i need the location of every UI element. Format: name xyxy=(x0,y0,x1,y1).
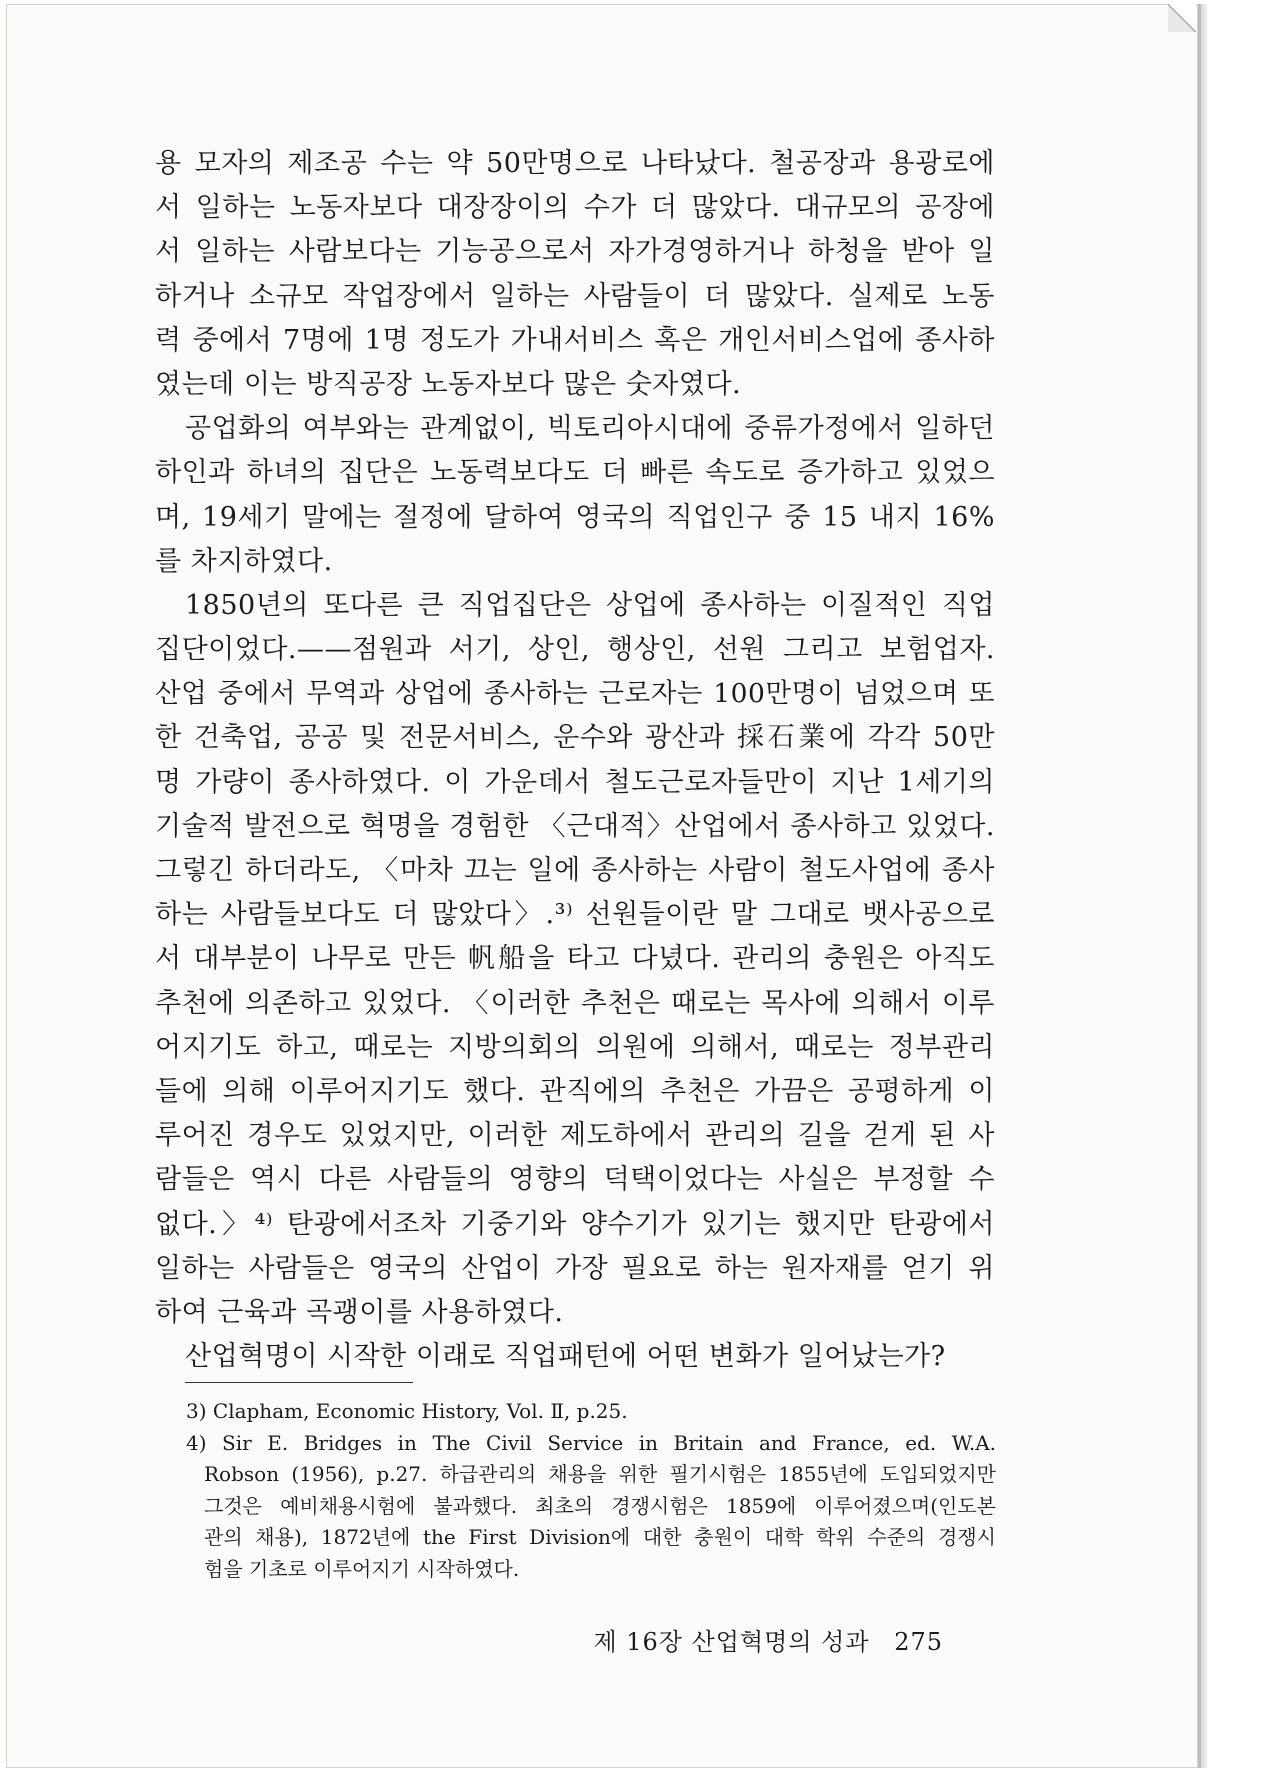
body-line: 였는데 이는 방직공장 노동자보다 많은 숫자였다. xyxy=(155,368,742,400)
page-body xyxy=(155,142,995,1379)
body-line: 하인과 하녀의 집단은 노동력보다도 더 빠른 속도로 증가하고 있었으 xyxy=(155,457,995,489)
footnote-line: 그것은 예비채용시험에 불과했다. 최초의 경쟁시험은 1859에 이루어졌으며(인도본 xyxy=(204,1493,996,1518)
body-line: 어지기도 하고, 때로는 지방의회의 의원에 의해서, 때로는 정부관리 xyxy=(155,1031,995,1063)
footnotes xyxy=(186,1396,996,1585)
body-line: 공업화의 여부와는 관계없이, 빅토리아시대에 중류가정에서 일하던 xyxy=(185,413,995,445)
body-line: 그렇긴 하더라도, 〈마차 끄는 일에 종사하는 사람이 철도사업에 종사 xyxy=(155,855,995,886)
body-line: 기술적 발전으로 혁명을 경험한 〈근대적〉산업에서 종사하고 있었다. xyxy=(155,810,995,842)
body-line: 산업 중에서 무역과 상업에 종사하는 근로자는 100만명이 넘었으며 또 xyxy=(155,678,995,710)
body-line: 며, 19세기 말에는 절정에 달하여 영국의 직업인구 중 15 내지 16% xyxy=(155,501,995,533)
footnote-line: 관의 채용), 1872년에 the First Division에 대한 충원이 대학 학위 수준의 경쟁시 xyxy=(204,1525,996,1549)
body-line: 1850년의 또다른 큰 직업집단은 상업에 종사하는 이질적인 직업 xyxy=(185,589,995,621)
body-line: 람들은 역시 다른 사람들의 영향의 덕택이었다는 사실은 부정할 수 xyxy=(155,1164,995,1196)
body-line: 명 가량이 종사하였다. 이 가운데서 철도근로자들만이 지난 1세기의 xyxy=(155,766,995,798)
body-line: 를 차지하였다. xyxy=(155,545,333,577)
footnote-line: 3) Clapham, Economic History, Vol. Ⅱ, p.25. xyxy=(186,1399,628,1423)
page-number: 275 xyxy=(894,1628,943,1656)
footnote-divider xyxy=(185,1382,413,1383)
chapter-title: 제 16장 산업혁명의 성과 xyxy=(593,1628,870,1656)
body-line: 하거나 소규모 작업장에서 일하는 사람들이 더 많았다. 실제로 노동 xyxy=(155,280,995,312)
page-curl-corner xyxy=(1168,4,1196,32)
body-line: 추천에 의존하고 있었다. 〈이러한 추천은 때로는 목사에 의해서 이루 xyxy=(155,987,995,1019)
body-line: 일하는 사람들은 영국의 산업이 가장 필요로 하는 원자재를 얻기 위 xyxy=(155,1252,995,1284)
body-line: 산업혁명이 시작한 이래로 직업패턴에 어떤 변화가 일어났는가? xyxy=(185,1341,946,1373)
body-line: 들에 의해 이루어지기도 했다. 관직에의 추천은 가끔은 공평하게 이 xyxy=(155,1075,995,1107)
body-line: 서 대부분이 나무로 만든 帆船을 타고 다녔다. 관리의 충원은 아직도 xyxy=(155,943,995,975)
running-footer xyxy=(593,1622,943,1657)
body-line: 용 모자의 제조공 수는 약 50만명으로 나타났다. 철공장과 용광로에 xyxy=(155,148,995,179)
body-line: 한 건축업, 공공 및 전문서비스, 운수와 광산과 採石業에 각각 50만 xyxy=(155,722,995,754)
body-line: 루어진 경우도 있었지만, 이러한 제도하에서 관리의 길을 걷게 된 사 xyxy=(155,1120,995,1152)
viewer-right-gutter xyxy=(1210,0,1271,1773)
body-line: 서 일하는 사람보다는 기능공으로서 자가경영하거나 하청을 받아 일 xyxy=(155,236,995,268)
footnote-line: 험을 기초로 이루어지기 시작하였다. xyxy=(204,1556,520,1581)
body-line: 력 중에서 7명에 1명 정도가 가내서비스 혹은 개인서비스업에 종사하 xyxy=(155,324,995,356)
body-line: 집단이었다.——점원과 서기, 상인, 행상인, 선원 그리고 보험업자. xyxy=(155,634,995,666)
body-line: 서 일하는 노동자보다 대장장이의 수가 더 많았다. 대규모의 공장에 xyxy=(155,192,995,224)
footnote-line: 4) Sir E. Bridges in The Civil Service in Britain and France, ed. W.A. xyxy=(186,1430,996,1455)
body-line: 없다.〉⁴⁾ 탄광에서조차 기중기와 양수기가 있기는 했지만 탄광에서 xyxy=(155,1208,995,1240)
body-line: 하여 근육과 곡괭이를 사용하였다. xyxy=(155,1296,564,1328)
body-line: 하는 사람들보다도 더 많았다〉.³⁾ 선원들이란 말 그대로 뱃사공으로 xyxy=(155,899,995,931)
footnote-line: Robson (1956), p.27. 하급관리의 채용을 위한 필기시험은 1855년에 도입되었지만 xyxy=(204,1462,996,1486)
